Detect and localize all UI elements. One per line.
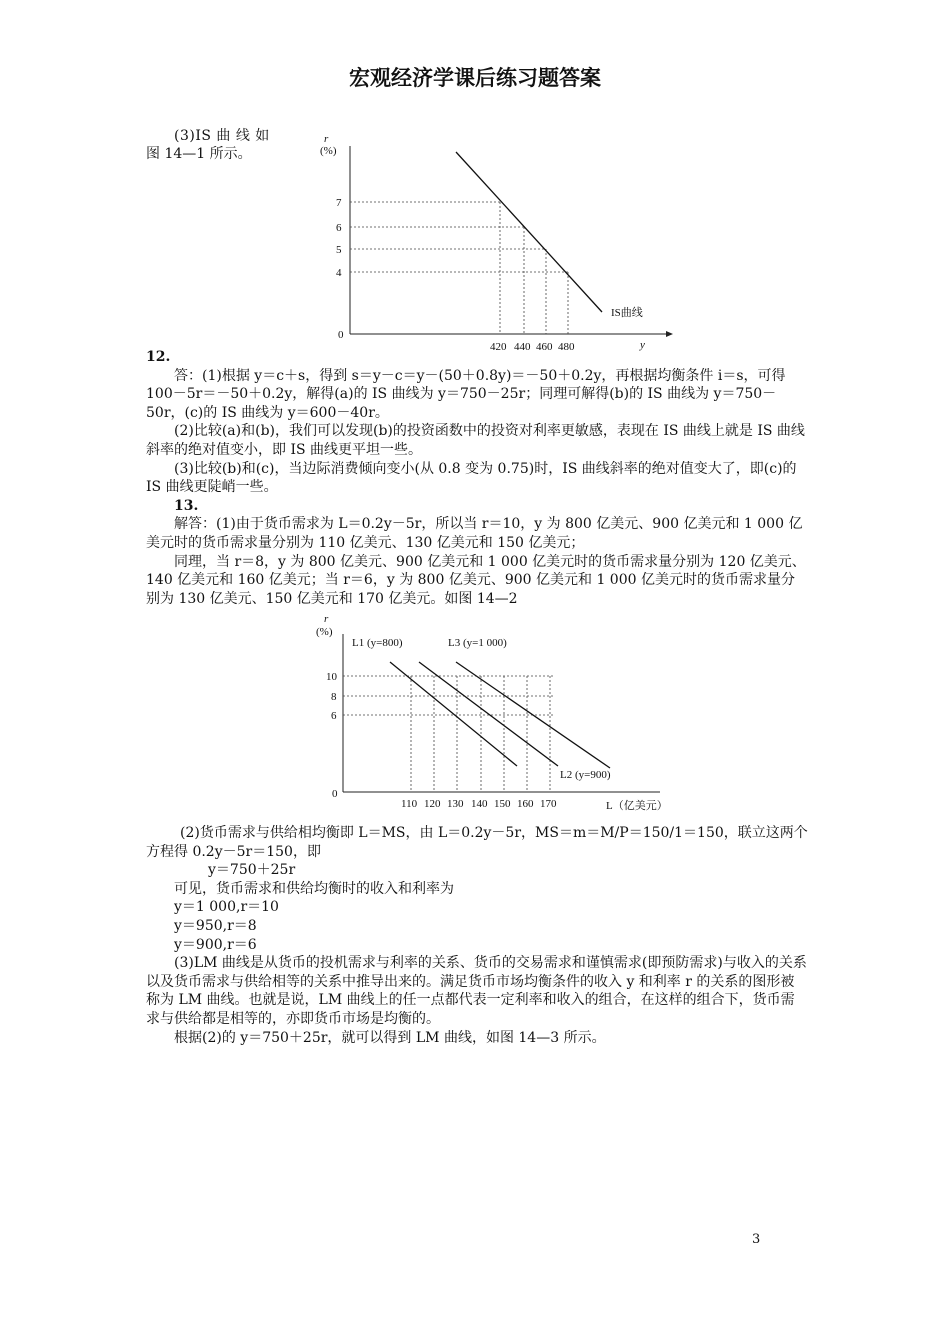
fig1-y-label: r bbox=[324, 133, 329, 145]
fig1-y-tick-6: 6 bbox=[336, 222, 342, 234]
q13-equilibrium-1: y＝1 000,r＝10 bbox=[174, 899, 279, 916]
fig2-x-tick-110: 110 bbox=[401, 798, 418, 810]
fig2-x-tick-120: 120 bbox=[424, 798, 441, 810]
q12-paragraph-1: 答：(1)根据 y＝c＋s，得到 s＝y－c＝y－(50＋0.8y)＝－50＋0.2y，再根据均衡条件 i＝s，可得 100－5r＝－50＋0.2y，解得(a)的 IS 曲线为 y＝750－25r；同理可解得(b)的 IS 曲线为 y＝750－50r，(c)的 IS 曲线为 y＝600－40r。 bbox=[146, 367, 786, 421]
fig1-is-line bbox=[456, 152, 602, 312]
fig2-x-tick-160: 160 bbox=[517, 798, 534, 810]
fig2-l1-line bbox=[390, 662, 517, 766]
fig2-l2-line bbox=[419, 662, 558, 766]
fig1-x-arrow bbox=[666, 331, 673, 337]
fig1-y-tick-5: 5 bbox=[336, 244, 342, 256]
fig2-y-label: r bbox=[324, 613, 329, 625]
fig1-y-tick-4: 4 bbox=[336, 267, 342, 279]
q13-number: 13. bbox=[174, 497, 199, 514]
fig2-x-tick-130: 130 bbox=[447, 798, 464, 810]
fig2-x-tick-140: 140 bbox=[471, 798, 488, 810]
fig1-origin-label: 0 bbox=[338, 329, 344, 341]
q13-equilibrium-3: y＝900,r＝6 bbox=[174, 936, 257, 953]
fig2-l1-label: L1 (y=800) bbox=[352, 637, 403, 649]
q12-number: 12. bbox=[146, 349, 171, 365]
fig1-guides bbox=[350, 202, 568, 334]
fig2-l3-label: L3 (y=1 000) bbox=[448, 637, 507, 649]
money-demand-chart bbox=[310, 612, 700, 818]
fig1-y-unit: (%) bbox=[320, 145, 337, 157]
fig2-x-label: L（亿美元） bbox=[606, 800, 668, 812]
q13-paragraph-final: 根据(2)的 y＝750＋25r，就可以得到 LM 曲线，如图 14—3 所示。 bbox=[174, 1029, 606, 1046]
fig1-caption-line2: 图 14—1 所示。 bbox=[146, 146, 252, 162]
q13-paragraph-2: 同理，当 r＝8，y 为 800 亿美元、900 亿美元和 1 000 亿美元时的货币需求量分别为 120 亿美元、140 亿美元和 160 亿美元；当 r＝6，y 为 800 亿美元、900 亿美元和 1 000 亿美元时的货币需求量分别为 130 亿美元、150 亿美元和 170 亿美元。如图 14—2 bbox=[146, 553, 806, 607]
fig2-y-tick-10: 10 bbox=[326, 671, 337, 683]
fig2-x-tick-150: 150 bbox=[494, 798, 511, 810]
q12-paragraph-3: (3)比较(b)和(c)，当边际消费倾向变小(从 0.8 变为 0.75)时，IS 曲线斜率的绝对值变大了，即(c)的 IS 曲线更陡峭一些。 bbox=[146, 460, 797, 496]
fig2-y-tick-6: 6 bbox=[331, 710, 337, 722]
fig2-y-unit: (%) bbox=[316, 626, 333, 638]
q13-paragraph-1: 解答：(1)由于货币需求为 L＝0.2y－5r，所以当 r＝10，y 为 800 亿美元、900 亿美元和 1 000 亿美元时的货币需求量分别为 110 亿美元、130 亿美元和 150 亿美元； bbox=[146, 516, 803, 551]
fig1-x-tick-460: 460 bbox=[536, 341, 553, 353]
fig1-y-tick-7: 7 bbox=[336, 197, 342, 209]
q13-equation: y＝750＋25r bbox=[208, 862, 296, 879]
q12-paragraph-2: (2)比较(a)和(b)，我们可以发现(b)的投资函数中的投资对利率更敏感，表现在 IS 曲线上就是 IS 曲线斜率的绝对值变小，即 IS 曲线更平坦一些。 bbox=[146, 423, 805, 458]
page-title: 宏观经济学课后练习题答案 bbox=[349, 66, 601, 90]
fig1-ticks bbox=[336, 197, 575, 353]
fig1-x-tick-480: 480 bbox=[558, 341, 575, 353]
q12-block bbox=[146, 348, 808, 608]
q13-paragraph-3: (2)货币需求与供给相均衡即 L＝MS，由 L＝0.2y－5r，MS＝m＝M/P＝150/1＝150，联立这两个方程得 0.2y－5r＝150，即 bbox=[146, 825, 808, 860]
is-curve-chart bbox=[310, 126, 680, 356]
fig2-ticks bbox=[326, 671, 557, 810]
fig2-l2-label: L2 (y=900) bbox=[560, 769, 611, 781]
q13-continued-block bbox=[146, 824, 808, 1047]
fig2-guides bbox=[343, 676, 555, 792]
q13-paragraph-lm: (3)LM 曲线是从货币的投机需求与利率的关系、货币的交易需求和谨慎需求(即预防需求)与收入的关系以及货币需求与供给相等的关系中推导出来的。满足货币市场均衡条件的收入 y 和利率 r 的关系的图形被称为 LM 曲线。也就是说，LM 曲线上的任一点都代表一定利率和收入的组合，在这样的组合下，货币需求与供给都是相等的，亦即货币市场是均衡的。 bbox=[146, 955, 807, 1027]
fig1-x-tick-420: 420 bbox=[490, 341, 507, 353]
fig2-y-tick-8: 8 bbox=[331, 691, 337, 703]
fig1-caption-line1: (3)IS 曲 线 如 bbox=[174, 128, 270, 144]
fig2-origin-label: 0 bbox=[332, 788, 338, 800]
fig1-x-label: y bbox=[640, 339, 645, 351]
q13-equilibrium-2: y＝950,r＝8 bbox=[174, 917, 257, 934]
q13-equilibrium-intro: 可见，货币需求和供给均衡时的收入和利率为 bbox=[174, 880, 454, 897]
fig1-x-tick-440: 440 bbox=[514, 341, 531, 353]
page-number: 3 bbox=[752, 1232, 761, 1247]
fig1-is-label: IS曲线 bbox=[611, 307, 643, 319]
fig2-x-tick-170: 170 bbox=[540, 798, 557, 810]
